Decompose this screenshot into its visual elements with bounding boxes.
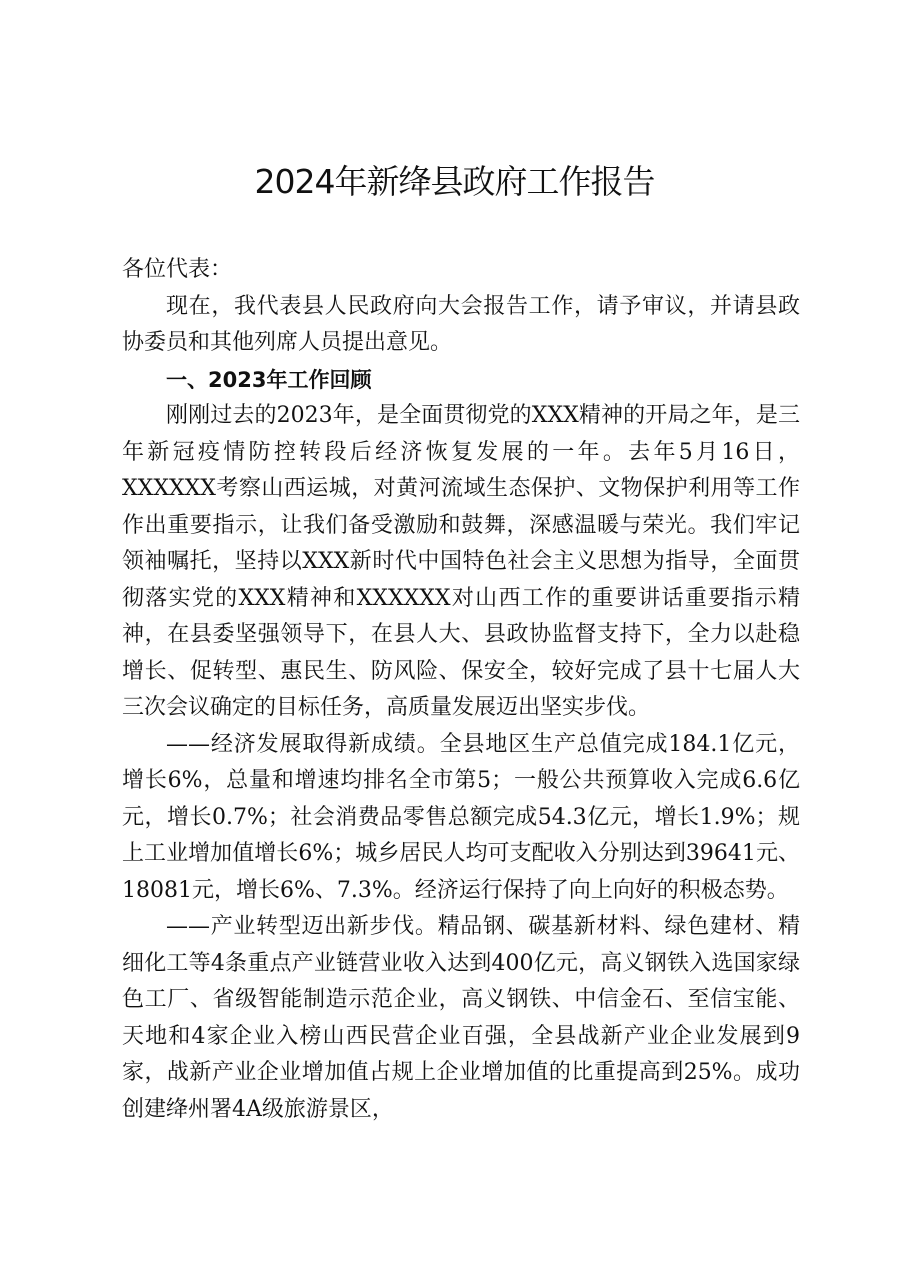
section-paragraph-industry: ——产业转型迈出新步伐。精品钢、碳基新材料、绿色建材、精细化工等4条重点产业链营业收入达到400亿元，高义钢铁入选国家绿色工厂、省级智能制造示范企业，高义钢铁、中信金石、至信宝能、天地和4家企业入榜山西民营企业百强，全县战新产业企业发展到9家，战新产业企业增加值占规上企业增加值的比重提高到25%。成功创建绛州署4A级旅游景区， [122, 914, 800, 1122]
salutation: 各位代表： [122, 257, 233, 282]
section-paragraph-economy: ——经济发展取得新成绩。全县地区生产总值完成184.1亿元，增长6%，总量和增速均排名全市第5；一般公共预算收入完成6.6亿元，增长0.7%；社会消费品零售总额完成54.3亿元，增长1.9%；规上工业增加值增长6%；城乡居民人均可支配收入分别达到39641元、18081元，增长6%、7.3%。经济运行保持了向上向好的积极态势。 [122, 731, 800, 903]
document-title: 2024年新绛县政府工作报告 [254, 162, 655, 201]
section-heading: 一、2023年工作回顾 [166, 367, 372, 392]
document-body [122, 252, 800, 1128]
opening-paragraph: 现在，我代表县人民政府向大会报告工作，请予审议，并请县政协委员和其他列席人员提出意见。 [122, 293, 800, 355]
section-paragraph-overview: 刚刚过去的2023年，是全面贯彻党的XXX精神的开局之年，是三年新冠疫情防控转段后经济恢复发展的一年。去年5月16日，XXXXXX考察山西运城，对黄河流域生态保护、文物保护利用等工作作出重要指示，让我们备受激励和鼓舞，深感温暖与荣光。我们牢记领袖嘱托，坚持以XXX新时代中国特色社会主义思想为指导，全面贯彻落实党的XXX精神和XXXXXX对山西工作的重要讲话重要指示精神，在县委坚强领导下，在县人大、县政协监督支持下，全力以赴稳增长、促转型、惠民生、防风险、保安全，较好完成了县十七届人大三次会议确定的目标任务，高质量发展迈出坚实步伐。 [122, 403, 800, 720]
